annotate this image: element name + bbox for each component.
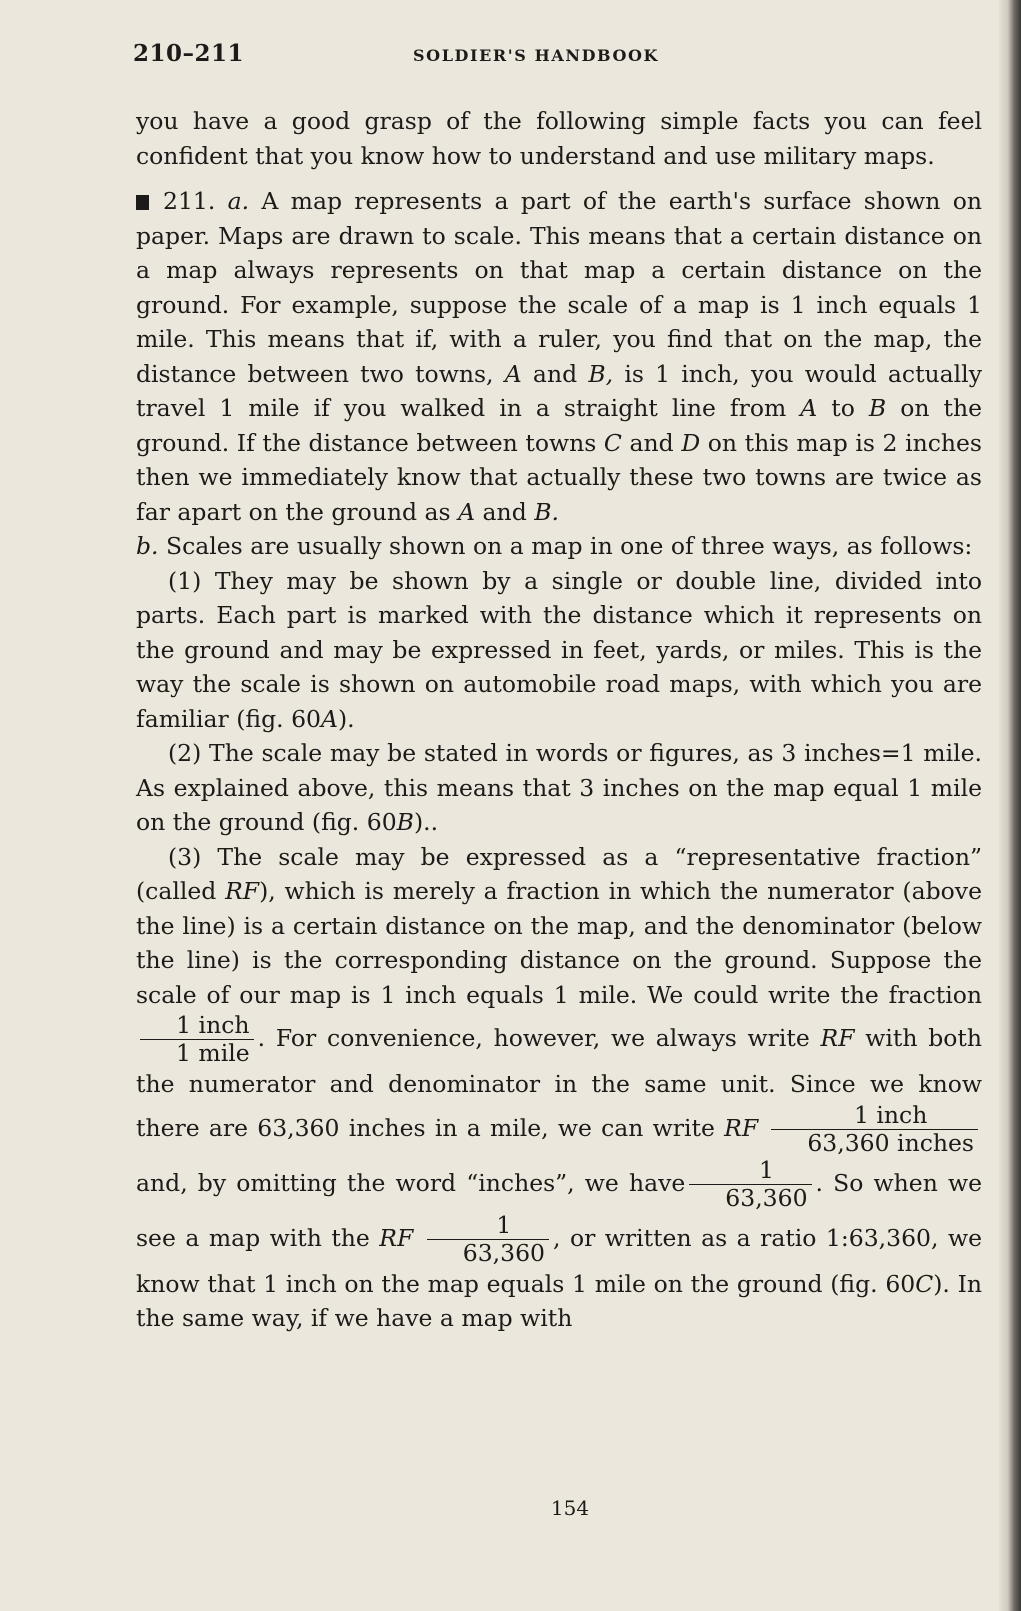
text-run: and: [521, 359, 589, 388]
text-run: (1) They may be shown by a single or double line, divided into parts. Each part is marked with the distance which it represents on the ground and may be expressed in feet, yards, or miles. This is the way the scale is shown on automobile road maps, with which you are familiar (fig. 60: [136, 566, 982, 733]
italic-run: RF: [225, 877, 260, 905]
fraction-numerator: 1: [427, 1212, 549, 1240]
fraction-denominator: 1 mile: [176, 1039, 250, 1067]
italic-run: D: [681, 428, 701, 457]
text-run: , or written as a ratio 1:63,360, we know that 1 inch on the map equals 1 mile on the ground (fig. 60: [136, 1223, 982, 1298]
text-run: is 1 inch, you would actually travel 1 mile if you walked in a straight line from: [136, 359, 982, 422]
italic-run: B: [868, 394, 887, 422]
text-run: and: [621, 428, 682, 457]
fraction-one-over-63360: [689, 1157, 811, 1212]
text-run: to: [817, 394, 869, 422]
italic-run: RF: [820, 1024, 855, 1052]
paragraph-211b: [136, 529, 982, 564]
italic-run: A: [800, 394, 818, 422]
italic-run: A: [458, 497, 476, 526]
figure-ref: B: [396, 808, 414, 836]
page-edge-shadow: [999, 0, 1021, 1611]
text-run: . For convenience, however, we always write: [257, 1024, 821, 1052]
text-run: with both the numerator and denominator in the same unit. Since we know there are 63,360 inches in a mile, we can write: [136, 1024, 983, 1142]
italic-run: B.: [534, 497, 559, 526]
text-run: (3) The scale may be expressed as a “representative fraction” (called: [136, 842, 982, 905]
fraction-denominator: 63,360: [725, 1183, 808, 1212]
list-item-3: [136, 840, 982, 1336]
paragraph-label: 211.: [163, 187, 216, 215]
paragraph-211a: [136, 184, 982, 529]
text-run: . So when we see a map with the: [136, 1168, 982, 1252]
list-item-2: [136, 736, 982, 840]
italic-run: B,: [588, 359, 614, 388]
subparagraph-letter: a.: [227, 187, 250, 215]
italic-run: RF: [379, 1223, 414, 1252]
fraction-rf: [427, 1212, 549, 1267]
text-run: and: [475, 497, 535, 526]
text-run: ), which is merely a fraction in which the numerator (above the line) is a certain distance on the map, and the denominator (below the line) is the corresponding distance on the ground. Suppose the scale of our map is 1 inch equals 1 mile. We could write the fraction: [136, 877, 982, 1009]
text-run: A map represents a part of the earth's surface shown on paper. Maps are drawn to scale. This means that a certain distance on a map always represents on that map a certain distance on the ground. For example, suppose the scale of a map is 1 inch equals 1 mile. This means that if, with a ruler, you find that on the map, the distance between two towns,: [136, 187, 982, 388]
fraction-inch-mile: [140, 1012, 254, 1067]
fraction-inch-inches: [771, 1102, 978, 1157]
body-text: [136, 104, 982, 1336]
text-run: Scales are usually shown on a map in one of three ways, as follows:: [158, 532, 973, 560]
subparagraph-letter: b.: [136, 532, 159, 560]
figure-ref: C: [915, 1269, 934, 1298]
text-run: on this map is 2 inches then we immediately know that actually these two towns are twice as far apart on the ground as: [136, 428, 982, 526]
intro-paragraph: you have a good grasp of the following simple facts you can feel confident that you know how to understand and use military maps.: [136, 107, 982, 170]
figure-ref: A: [320, 704, 338, 733]
running-title: SOLDIER'S HANDBOOK: [413, 46, 660, 65]
section-marker-icon: [136, 195, 149, 210]
text-run: )..: [413, 808, 439, 836]
fraction-denominator: 63,360: [462, 1238, 545, 1267]
fraction-numerator: 1 inch: [140, 1012, 254, 1040]
italic-run: A: [504, 359, 522, 388]
text-run: ).: [337, 704, 355, 733]
text-run: and, by omitting the word “inches”, we have: [136, 1168, 686, 1197]
italic-run: C: [603, 428, 622, 457]
running-header: [133, 40, 953, 74]
text-run: (2) The scale may be stated in words or figures, as 3 inches=1 mile. As explained above, this means that 3 inches on the map equal 1 mile on the ground (fig. 60: [136, 739, 982, 836]
fraction-denominator: 63,360 inches: [807, 1128, 974, 1157]
section-numbers: 210–211: [133, 40, 245, 67]
text-run: ). In the same way, if we have a map with: [136, 1269, 983, 1332]
italic-run: RF: [724, 1113, 759, 1142]
list-item-1: [136, 564, 982, 737]
page-number: 154: [550, 1496, 590, 1520]
text-run: on the ground. If the distance between towns: [136, 394, 982, 457]
fraction-numerator: 1: [689, 1157, 811, 1185]
fraction-numerator: 1 inch: [771, 1102, 978, 1130]
